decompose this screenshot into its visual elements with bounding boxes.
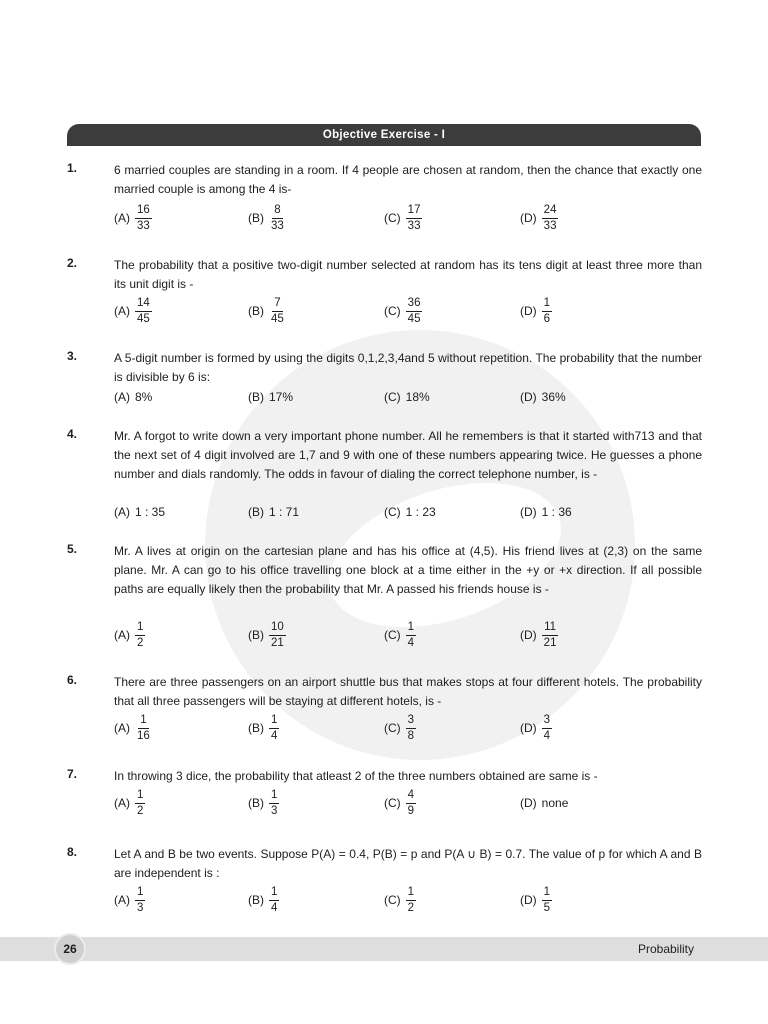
fraction: $\frac{1}{5}$: [543, 885, 551, 914]
fraction: $\frac{36}{45}$: [407, 296, 421, 325]
option-b[interactable]: (B) $\frac{1}{3}$: [248, 788, 278, 817]
question-text: A 5-digit number is formed by using the digits 0,1,2,3,4and 5 without repetition. The probability that the number is divisible by 6 is:: [114, 351, 702, 384]
fraction: $\frac{24}{33}$: [543, 203, 557, 232]
fraction: $\frac{1}{16}$: [137, 713, 150, 742]
fraction: $\frac{8}{33}$: [271, 203, 284, 232]
fraction: $\frac{1}{4}$: [407, 620, 415, 649]
fraction: $\frac{1}{4}$: [271, 713, 278, 742]
option-c[interactable]: (C) 18%: [384, 390, 430, 404]
question-number: 5.: [67, 542, 78, 556]
fraction: $\frac{3}{4}$: [543, 713, 551, 742]
option-a[interactable]: (A) $\frac{14}{45}$: [114, 296, 150, 325]
question-text: There are three passengers on an airport shuttle bus that makes stops at four different hotels. The probability that all three passengers will be staying at different hotels, is -: [114, 675, 702, 708]
question-number: 2.: [67, 256, 78, 270]
option-c[interactable]: (C) $\frac{36}{45}$: [384, 296, 421, 325]
fraction: $\frac{1}{3}$: [137, 885, 144, 914]
fraction: $\frac{11}{21}$: [543, 620, 557, 649]
question-number: 1.: [67, 161, 78, 175]
option-a[interactable]: (A) $\frac{16}{33}$: [114, 203, 150, 232]
option-d[interactable]: (D) 1 : 36: [520, 505, 572, 519]
options-row: [114, 883, 694, 917]
option-d[interactable]: (D) $\frac{11}{21}$: [520, 620, 557, 649]
option-d[interactable]: (D) $\frac{24}{33}$: [520, 203, 557, 232]
option-d[interactable]: (D) $\frac{3}{4}$: [520, 713, 551, 742]
option-b[interactable]: (B) $\frac{7}{45}$: [248, 296, 284, 325]
options-row: [114, 201, 694, 235]
fraction: $\frac{7}{45}$: [271, 296, 284, 325]
question-number: 8.: [67, 845, 78, 859]
option-a[interactable]: (A) $\frac{1}{2}$: [114, 788, 144, 817]
option-a[interactable]: (A) $\frac{1}{3}$: [114, 885, 144, 914]
fraction: $\frac{1}{3}$: [271, 788, 278, 817]
fraction: $\frac{1}{2}$: [137, 788, 144, 817]
fraction: $\frac{16}{33}$: [137, 203, 150, 232]
options-row: [114, 711, 694, 745]
fraction: $\frac{3}{8}$: [407, 713, 415, 742]
option-c[interactable]: (C) $\frac{4}{9}$: [384, 788, 415, 817]
question-number: 7.: [67, 767, 78, 781]
question-text: 6 married couples are standing in a room. If 4 people are chosen at random, then the chance that exactly one married couple is among the 4 is-: [114, 163, 702, 196]
options-row: [114, 503, 694, 521]
option-a[interactable]: (A) 8%: [114, 390, 153, 404]
section-header: Objective Exercise - I: [67, 124, 701, 146]
option-b[interactable]: (B) $\frac{1}{4}$: [248, 713, 278, 742]
question-text: Mr. A lives at origin on the cartesian plane and has his office at (4,5). His friend lives at (2,3) on the same plane. Mr. A can go to his office travelling one block at a time either in the +y or +x direction. If all possible paths are equally likely then the probability that Mr. A passed his friends house is -: [114, 544, 702, 596]
question-text: The probability that a positive two-digit number selected at random has its tens digit at least three more than its unit digit is -: [114, 258, 702, 291]
option-a[interactable]: (A) 1 : 35: [114, 505, 166, 519]
option-d[interactable]: (D) none: [520, 796, 569, 810]
option-d[interactable]: (D) 36%: [520, 390, 566, 404]
option-c[interactable]: (C) 1 : 23: [384, 505, 436, 519]
question-number: 4.: [67, 427, 78, 441]
fraction: $\frac{14}{45}$: [137, 296, 150, 325]
option-b[interactable]: (B) 17%: [248, 390, 294, 404]
option-b[interactable]: (B) $\frac{10}{21}$: [248, 620, 284, 649]
fraction: $\frac{1}{2}$: [137, 620, 144, 649]
option-d[interactable]: (D) $\frac{1}{6}$: [520, 296, 551, 325]
page-number: 26: [54, 933, 86, 965]
question-number: 3.: [67, 349, 78, 363]
options-row: [114, 294, 694, 328]
question-text: Let A and B be two events. Suppose P(A) = 0.4, P(B) = p and P(A ∪ B) = 0.7. The value of p for which A and B are independent is :: [114, 847, 702, 880]
options-row: [114, 618, 694, 652]
option-b[interactable]: (B) 1 : 71: [248, 505, 300, 519]
option-c[interactable]: (C) $\frac{1}{4}$: [384, 620, 415, 649]
option-c[interactable]: (C) $\frac{1}{2}$: [384, 885, 415, 914]
fraction: $\frac{4}{9}$: [407, 788, 415, 817]
question-text: Mr. A forgot to write down a very important phone number. All he remembers is that it started with713 and that the next set of 4 digit involved are 1,7 and 9 with one of these numbers appearing twice. He guesses a phone number and dials randomly. The odds in favour of dialing the correct telephone number, is -: [114, 429, 702, 481]
option-a[interactable]: (A) $\frac{1}{2}$: [114, 620, 144, 649]
fraction: $\frac{1}{4}$: [271, 885, 278, 914]
fraction: $\frac{10}{21}$: [271, 620, 284, 649]
fraction: $\frac{1}{6}$: [543, 296, 551, 325]
option-c[interactable]: (C) $\frac{17}{33}$: [384, 203, 421, 232]
chapter-title: Probability: [637, 942, 694, 956]
question-text: In throwing 3 dice, the probability that atleast 2 of the three numbers obtained are same is -: [114, 769, 598, 783]
options-row: [114, 786, 694, 820]
question-number: 6.: [67, 673, 78, 687]
option-d[interactable]: (D) $\frac{1}{5}$: [520, 885, 551, 914]
option-c[interactable]: (C) $\frac{3}{8}$: [384, 713, 415, 742]
fraction: $\frac{17}{33}$: [407, 203, 421, 232]
option-b[interactable]: (B) $\frac{1}{4}$: [248, 885, 278, 914]
options-row: [114, 388, 694, 406]
option-a[interactable]: (A) $\frac{1}{16}$: [114, 713, 150, 742]
option-b[interactable]: (B) $\frac{8}{33}$: [248, 203, 284, 232]
fraction: $\frac{1}{2}$: [407, 885, 415, 914]
